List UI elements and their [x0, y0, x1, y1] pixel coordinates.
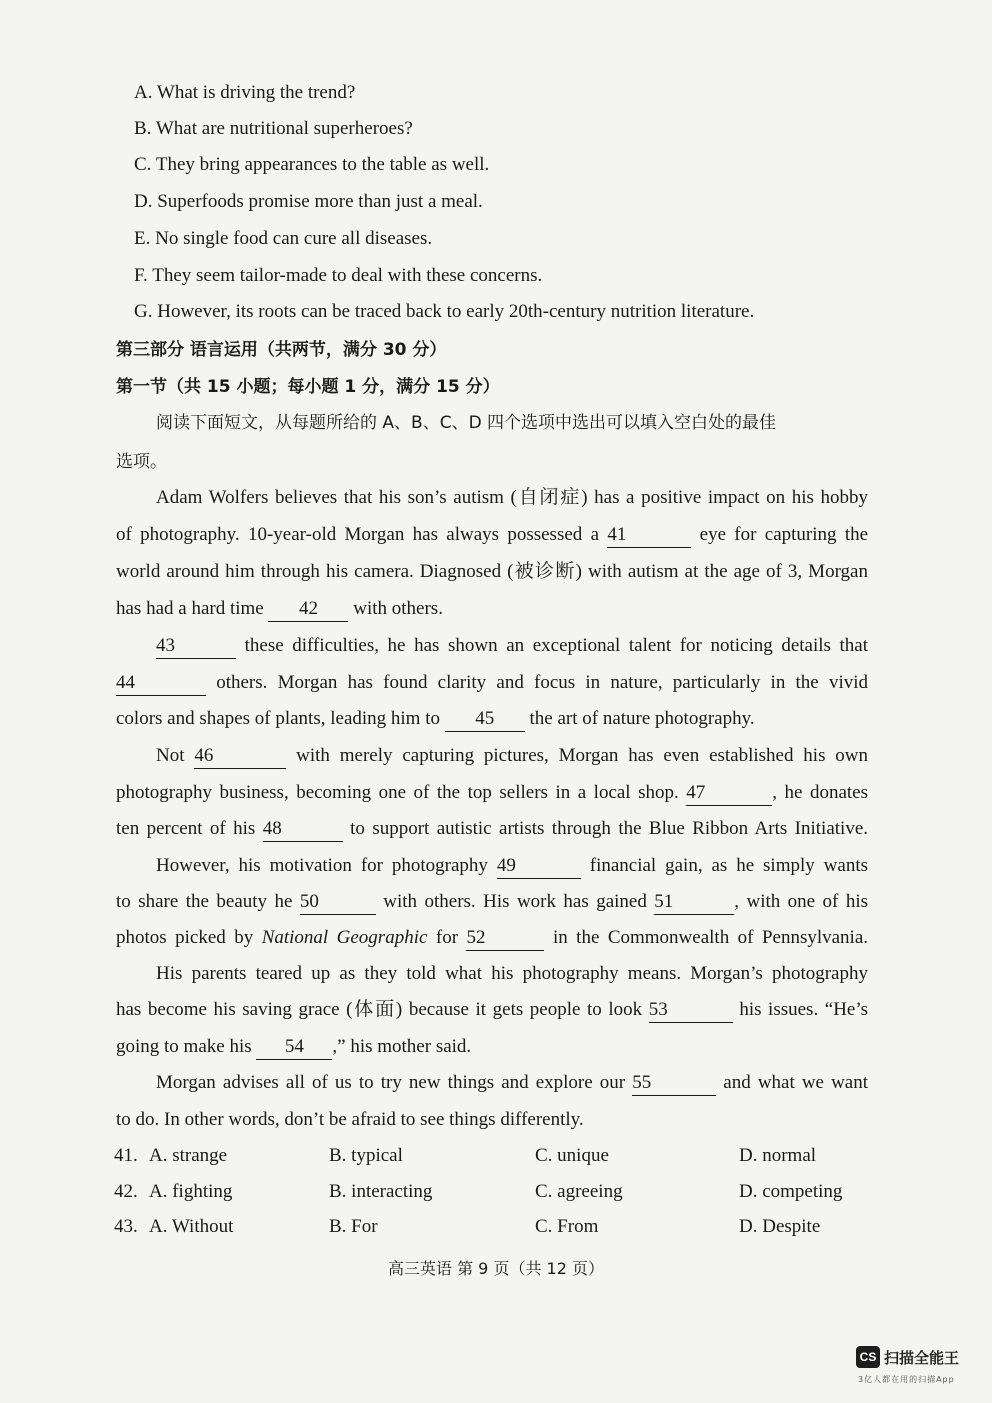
passage-line: colors and shapes of plants, leading him to 45 the art of nature photography.: [116, 706, 868, 732]
passage-line: photos picked by National Geographic for 52 in the Commonwealth of Pennsylvania.: [116, 925, 868, 951]
passage-line: ten percent of his 48 to support autistic artists through the Blue Ribbon Arts Initiative.: [116, 816, 868, 842]
option-b: B. What are nutritional superheroes?: [134, 118, 413, 139]
publication-title: National Geographic: [261, 927, 428, 948]
passage-line: world around him through his camera. Diagnosed (被诊断) with autism at the age of 3, Morgan: [116, 561, 868, 582]
blank-48: 48: [263, 819, 343, 842]
blank-44: 44: [116, 673, 206, 696]
passage-line: going to make his 54 ,” his mother said.: [116, 1034, 868, 1060]
choice-a: A. fighting: [149, 1181, 233, 1202]
choice-b: B. typical: [329, 1145, 403, 1166]
passage-line: to share the beauty he 50 with others. His work has gained 51 , with one of his: [116, 889, 868, 915]
passage-line: However, his motivation for photography 49 financial gain, as he simply wants: [156, 853, 868, 879]
instruction-line-1: 阅读下面短文，从每题所给的 A、B、C、D 四个选项中选出可以填入空白处的最佳: [156, 413, 777, 433]
blank-54: 54: [256, 1037, 332, 1060]
blank-53: 53: [649, 1000, 733, 1023]
blank-46: 46: [194, 746, 286, 769]
option-e: E. No single food can cure all diseases.: [134, 228, 433, 249]
question-number: 41.: [114, 1145, 138, 1166]
blank-55: 55: [632, 1073, 716, 1096]
choice-b: B. interacting: [329, 1181, 433, 1202]
choice-a: A. Without: [149, 1216, 234, 1237]
option-c: C. They bring appearances to the table as well.: [134, 154, 490, 175]
choice-a: A. strange: [149, 1145, 228, 1166]
passage-line: Morgan advises all of us to try new things and explore our 55 and what we want: [156, 1070, 868, 1096]
brand-tagline: 3亿人都在用的扫描App: [858, 1375, 955, 1384]
blank-50: 50: [300, 892, 376, 915]
brand-name: 扫描全能王: [884, 1348, 960, 1367]
cs-logo-icon: CS: [856, 1346, 880, 1368]
question-number: 42.: [114, 1181, 138, 1202]
passage-line: has had a hard time 42 with others.: [116, 596, 868, 622]
passage-line: has become his saving grace (体面) because it gets people to look 53 his issues. “He’s: [116, 997, 868, 1023]
passage-line: 43 these difficulties, he has shown an exceptional talent for noticing details that: [156, 633, 868, 659]
blank-49: 49: [497, 856, 581, 879]
choice-c: C. agreeing: [535, 1181, 623, 1202]
choice-c: C. unique: [535, 1145, 609, 1166]
blank-42: 42: [268, 599, 348, 622]
option-a: A. What is driving the trend?: [134, 82, 356, 103]
page-footer: 高三英语 第 9 页（共 12 页）: [388, 1259, 604, 1278]
passage-line: Not 46 with merely capturing pictures, Morgan has even established his own: [156, 743, 868, 769]
blank-43: 43: [156, 636, 236, 659]
blank-52: 52: [466, 928, 544, 951]
question-number: 43.: [114, 1216, 138, 1237]
choice-d: D. normal: [739, 1145, 817, 1166]
section1-title: 第一节（共 15 小题；每小题 1 分，满分 15 分）: [116, 377, 500, 397]
passage-line: Adam Wolfers believes that his son’s autism (自闭症) has a positive impact on his hobby: [156, 487, 868, 508]
blank-41: 41: [607, 525, 691, 548]
choice-c: C. From: [535, 1216, 599, 1237]
option-g: G. However, its roots can be traced back to early 20th-century nutrition literature.: [134, 301, 755, 322]
scanner-watermark: [856, 1346, 960, 1384]
passage-line: 44 others. Morgan has found clarity and focus in nature, particularly in the vivid: [116, 670, 868, 696]
part3-title: 第三部分 语言运用（共两节，满分 30 分）: [116, 340, 447, 360]
passage-line: of photography. 10-year-old Morgan has always possessed a 41 eye for capturing the: [116, 522, 868, 548]
passage-line: photography business, becoming one of the top sellers in a local shop. 47 , he donates: [116, 780, 868, 806]
option-d: D. Superfoods promise more than just a meal.: [134, 191, 483, 212]
choice-d: D. competing: [739, 1181, 843, 1202]
choice-b: B. For: [329, 1216, 378, 1237]
passage-line: His parents teared up as they told what his photography means. Morgan’s photography: [156, 963, 868, 984]
blank-51: 51: [654, 892, 734, 915]
option-f: F. They seem tailor-made to deal with these concerns.: [134, 265, 543, 286]
blank-47: 47: [686, 783, 772, 806]
instruction-line-2: 选项。: [116, 452, 167, 472]
blank-45: 45: [445, 709, 525, 732]
passage-line: to do. In other words, don’t be afraid to see things differently.: [116, 1109, 584, 1130]
choice-d: D. Despite: [739, 1216, 821, 1237]
